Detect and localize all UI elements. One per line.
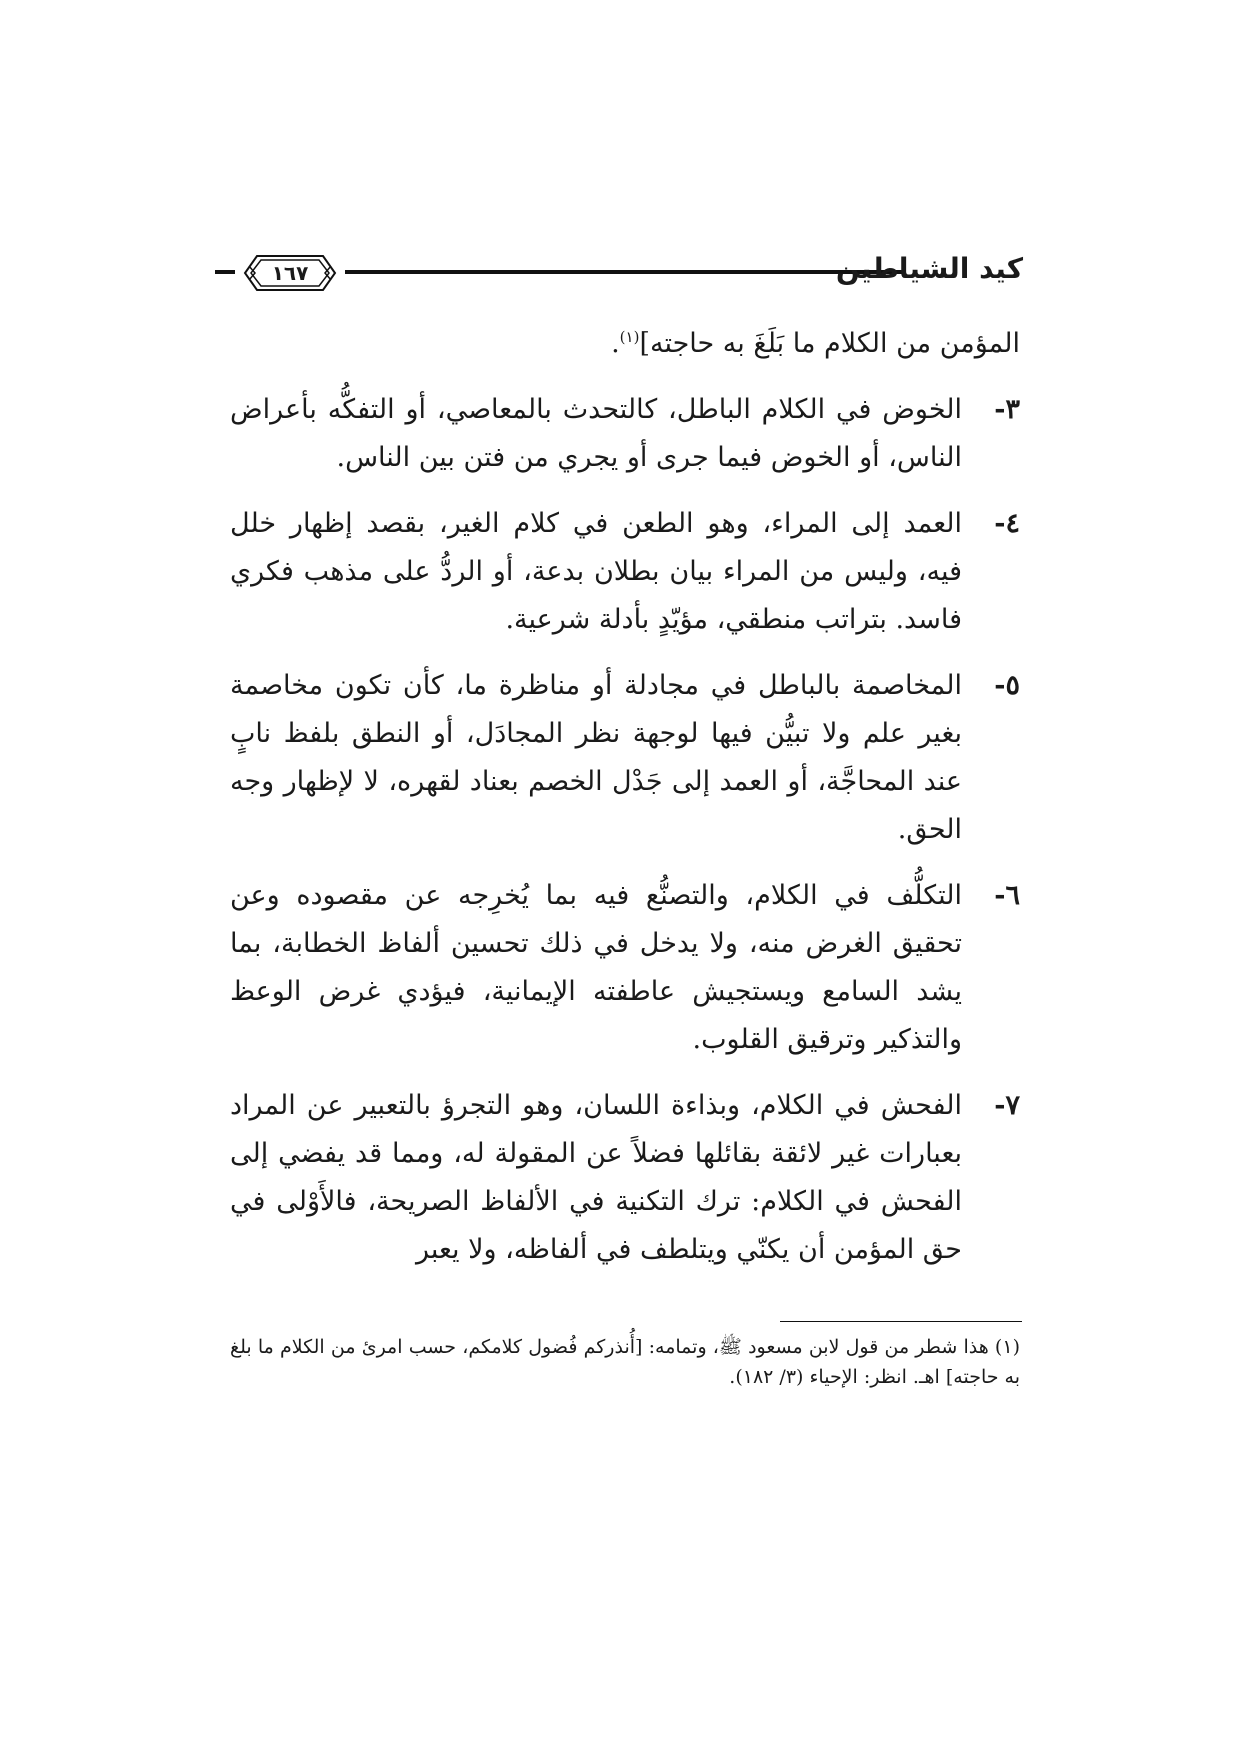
intro-text: المؤمن من الكلام ما بَلَغَ به حاجته] [639, 328, 1020, 359]
footnote: (١) هذا شطر من قول لابن مسعود ﷺ، وتمامه: [أُنذركم فُضول كلامكم، حسب امرئ من الكلام ما بلغ به حاجته] اهـ. انظر: الإحياء (٣/ ١٨٢). [230, 1336, 1020, 1388]
page-number: ١٦٧ [271, 261, 309, 285]
footnote-marker[interactable]: (١) [619, 328, 640, 346]
item-text: الخوض في الكلام الباطل، كالتحدث بالمعاصي، أو التفكُّه بأعراض الناس، أو الخوض فيما جرى أو يجري من فتن بين الناس. [230, 394, 962, 473]
list-item [230, 386, 1020, 482]
page-header [215, 250, 1023, 296]
intro-line [230, 320, 1020, 368]
list-item [230, 662, 1020, 854]
item-number: ٦- [994, 880, 1020, 911]
list-item [230, 500, 1020, 644]
header-rule-right [345, 270, 906, 274]
item-text: الفحش في الكلام، وبذاءة اللسان، وهو التجرؤ بالتعبير عن المراد بعبارات غير لائقة بقائلها فضلاً عن المقولة له، ومما قد يفضي إلى الفحش في الكلام: ترك التكنية في الألفاظ الصريحة، فالأَوْلى في حق المؤمن أن يكنّي ويتلطف في ألفاظه، ولا يعبر [230, 1090, 962, 1265]
page-number-badge [243, 254, 337, 292]
main-text [230, 320, 1020, 1292]
intro-end: . [611, 328, 620, 359]
list-item [230, 872, 1020, 1064]
item-number: ٥- [994, 670, 1020, 701]
item-text: العمد إلى المراء، وهو الطعن في كلام الغير، بقصد إظهار خلل فيه، وليس من المراء بيان بطلان بدعة، أو الردُّ على مذهب فكري فاسد. بتراتب منطقي، مؤيّدٍ بأدلة شرعية. [230, 508, 962, 635]
item-number: ٧- [994, 1090, 1020, 1121]
item-text: المخاصمة بالباطل في مجادلة أو مناظرة ما، كأن تكون مخاصمة بغير علم ولا تبيُّن فيها لوجهة نظر المجادَل، أو النطق بلفظ نابٍ عند المحاجَّة، أو العمد إلى جَدْل الخصم بعناد لقهره، لا لإظهار وجه الحق. [230, 670, 962, 845]
item-number: ٤- [994, 508, 1020, 539]
list-item [230, 1082, 1020, 1274]
item-number: ٣- [994, 394, 1020, 425]
header-rule-left [215, 270, 235, 274]
running-title: كيد الشياطين [835, 252, 1023, 285]
footnote-divider [780, 1321, 1022, 1322]
item-text: التكلُّف في الكلام، والتصنُّع فيه بما يُخرِجه عن مقصوده وعن تحقيق الغرض منه، ولا يدخل في ذلك تحسين ألفاظ الخطابة، بما يشد السامع ويستجيش عاطفته الإيمانية، فيؤدي غرض الوعظ والتذكير وترقيق القلوب. [230, 880, 962, 1055]
